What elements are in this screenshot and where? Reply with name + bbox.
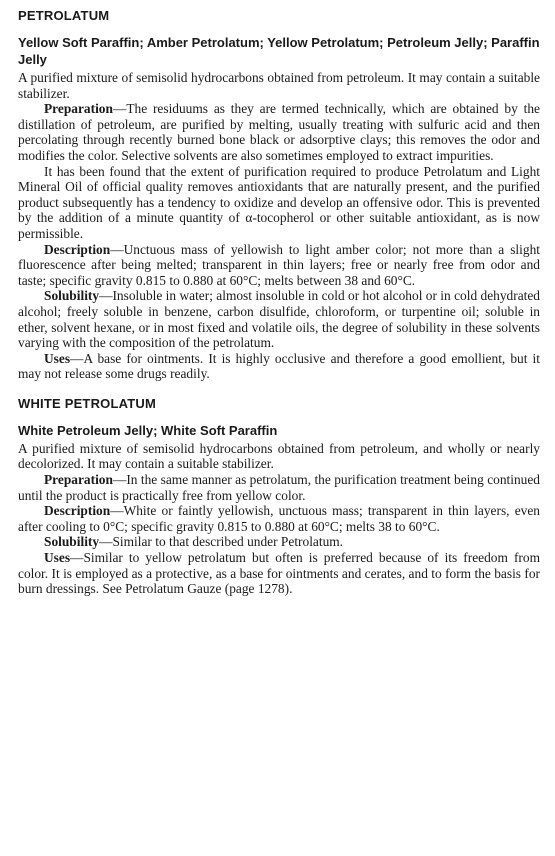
uses-text: —A base for ointments. It is highly occlusive and therefore a good emollient, but it may not release some drugs readily.	[18, 350, 540, 382]
preparation-heading: Preparation	[44, 472, 113, 488]
purification-paragraph: It has been found that the extent of purification required to produce Petrolatum and Light Mineral Oil of official quality removes antioxidants that are naturally present, and the purified product subsequently has a tendency to oxidize and develop an offensive odor. This is prevented by the addition of a minute quantity of α-tocopherol or other suitable antioxidant, as is now permissible.	[18, 163, 540, 241]
preparation-paragraph	[18, 472, 540, 503]
preparation-heading: Preparation	[44, 101, 113, 117]
preparation-text: —In the same manner as petrolatum, the purification treatment being continued until the product is practically free from yellow color.	[18, 472, 540, 503]
section-title: WHITE PETROLATUM	[18, 395, 156, 411]
petrolatum-monograph	[18, 8, 540, 382]
solubility-paragraph	[18, 534, 540, 550]
solubility-text: —Insoluble in water; almost insoluble in cold or hot alcohol or in cold dehydrated alcohol; freely soluble in benzene, carbon disulfide, chloroform, or turpentine oil; soluble in ether, solvent hexane, or in most fixed and volatile oils, the degree of solubility in these solvents varying with the composition of the petrolatum.	[18, 288, 540, 351]
white-petrolatum-monograph	[18, 396, 540, 597]
solubility-paragraph	[18, 288, 540, 350]
uses-paragraph	[18, 351, 540, 382]
uses-text: —Similar to yellow petrolatum but often is preferred because of its freedom from color. It is employed as a protective, as a base for ointments and cerates, and to form the basis for burn dressings. See Petrolatum Gauze (page 1278).	[18, 550, 540, 597]
description-paragraph	[18, 503, 540, 534]
uses-heading: Uses	[44, 550, 71, 566]
description-text: —White or faintly yellowish, unctuous mass; transparent in thin layers, even after cooling to 0°C; specific gravity 0.815 to 0.880 at 60°C; melts 38 to 60°C.	[18, 503, 540, 534]
definition-paragraph: A purified mixture of semisolid hydrocarbons obtained from petroleum, and wholly or nearly decolorized. It may contain a suitable stabilizer.	[18, 440, 540, 472]
monograph-page	[18, 8, 540, 611]
definition-paragraph: A purified mixture of semisolid hydrocarbons obtained from petroleum. It may contain a suitable stabilizer.	[18, 70, 540, 101]
solubility-heading: Solubility	[44, 288, 100, 304]
preparation-text: —The residuums as they are termed technically, which are obtained by the distillation of petroleum, are purified by melting, usually treating with sulfuric acid and then percolating through recently burned bone black or adsorptive clays; this removes the odor and modifies the color. Selective solvents are also sometimes employed to extract impurities.	[18, 101, 540, 163]
preparation-paragraph	[18, 101, 540, 163]
solubility-text: —Similar to that described under Petrolatum.	[99, 534, 344, 550]
uses-paragraph	[18, 550, 540, 597]
synonyms: Yellow Soft Paraffin; Amber Petrolatum; Yellow Petrolatum; Petroleum Jelly; Paraffin Jelly	[18, 35, 540, 67]
description-paragraph	[18, 242, 540, 289]
synonyms: White Petroleum Jelly; White Soft Paraffin	[18, 422, 278, 438]
description-heading: Description	[44, 241, 111, 257]
section-title: PETROLATUM	[18, 8, 110, 23]
uses-heading: Uses	[44, 350, 71, 366]
description-text: —Unctuous mass of yellowish to light amber color; not more than a slight fluorescence after being melted; transparent in thin layers; free or nearly free from odor and taste; specific gravity 0.815 to 0.880 at 60°C; melts between 38 and 60°C.	[18, 241, 540, 288]
description-heading: Description	[44, 503, 111, 519]
solubility-heading: Solubility	[44, 534, 100, 550]
